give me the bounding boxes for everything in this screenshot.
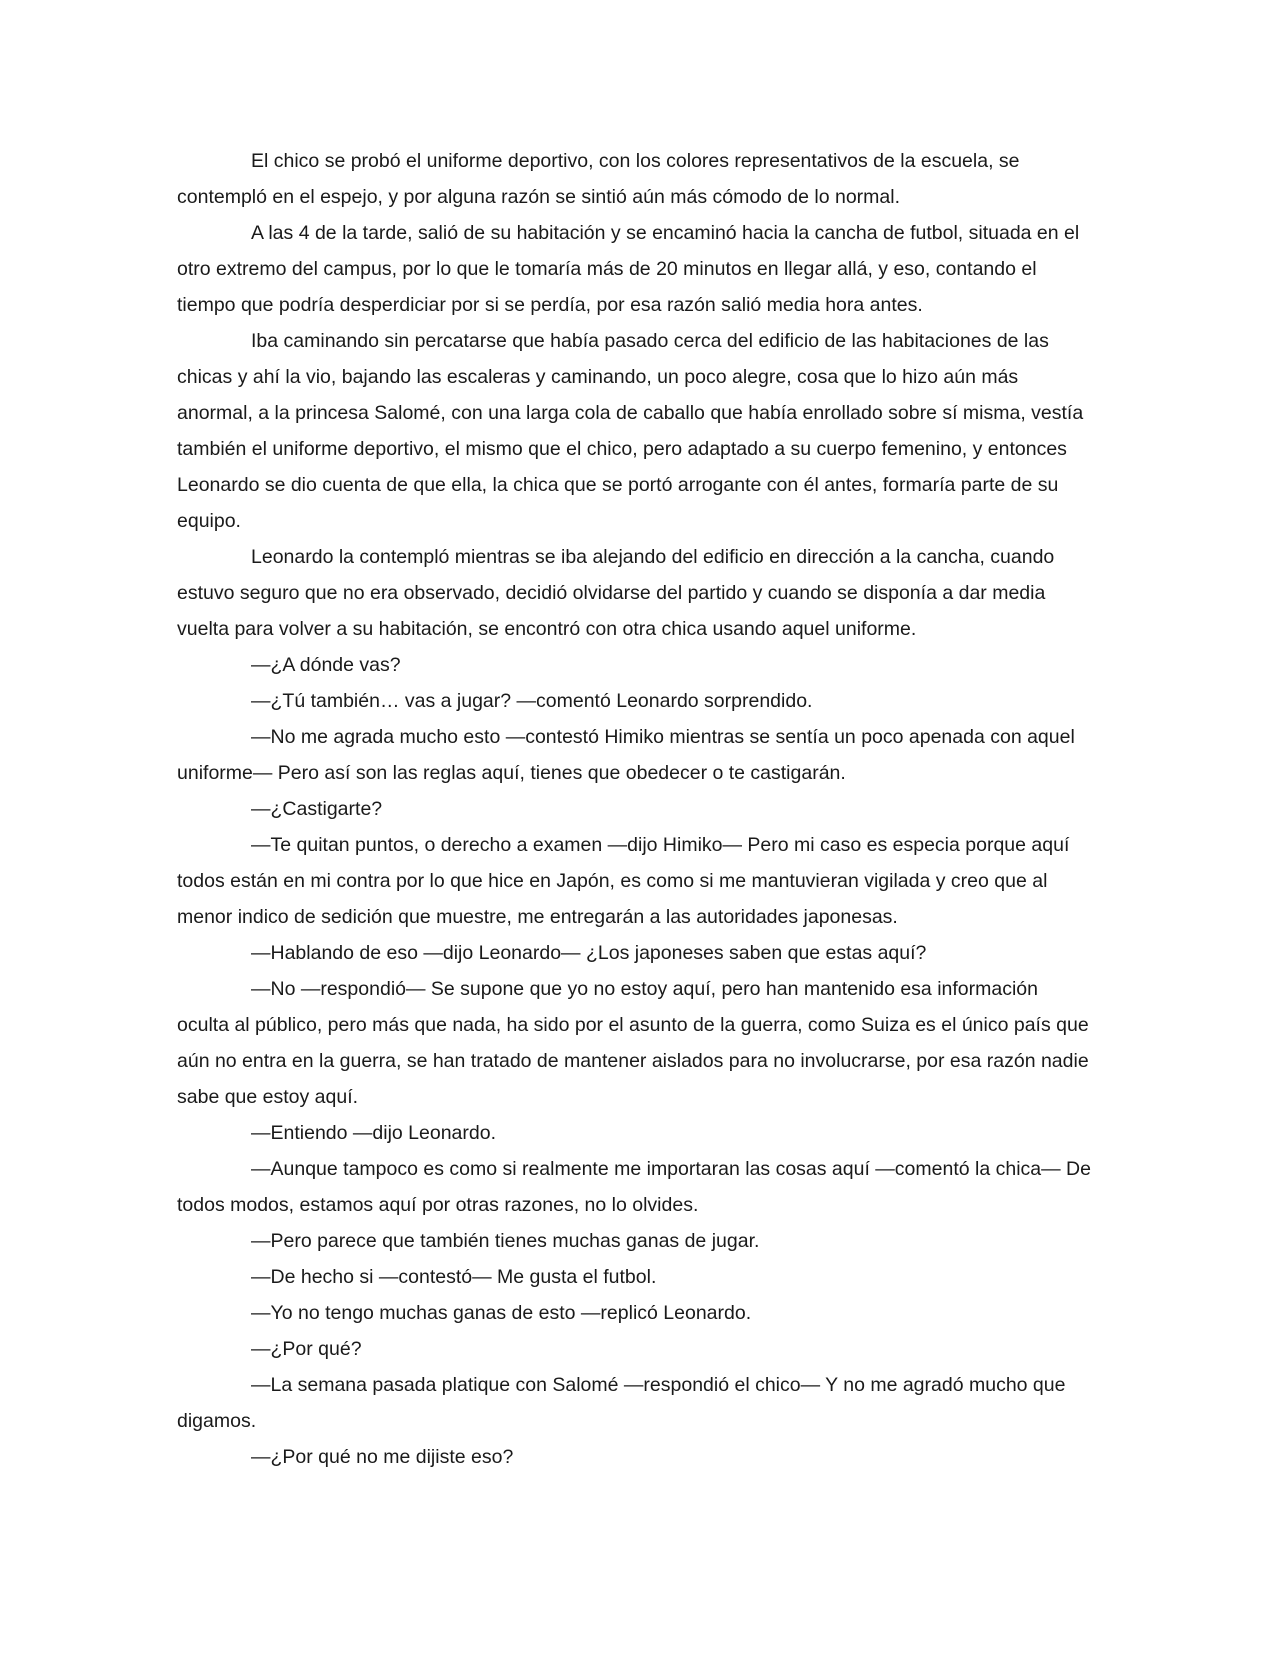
dialogue-line: —¿Castigarte?: [251, 798, 383, 820]
dialogue-line: —No me agrada mucho esto —contestó Himiko mientras se sentía un poco apenada con aquel uniforme— Pero así son las reglas aquí, tienes que obedecer o te castigarán.: [177, 726, 1075, 784]
paragraph: El chico se probó el uniforme deportivo, con los colores representativos de la escuela, se contempló en el espejo, y por alguna razón se sintió aún más cómodo de lo normal.: [177, 150, 1020, 208]
dialogue-line: —¿A dónde vas?: [251, 654, 401, 676]
dialogue-line: —¿Tú también… vas a jugar? —comentó Leonardo sorprendido.: [251, 690, 813, 712]
dialogue-line: —Pero parece que también tienes muchas ganas de jugar.: [251, 1230, 760, 1252]
paragraph: A las 4 de la tarde, salió de su habitación y se encaminó hacia la cancha de futbol, situada en el otro extremo del campus, por lo que le tomaría más de 20 minutos en llegar allá, y eso, contando el tiempo que podría desperdiciar por si se perdía, por esa razón salió media hora antes.: [177, 222, 1080, 316]
dialogue-line: —¿Por qué no me dijiste eso?: [251, 1446, 514, 1468]
dialogue-line: —Hablando de eso —dijo Leonardo— ¿Los japoneses saben que estas aquí?: [251, 942, 927, 964]
document-page: [177, 143, 1092, 1475]
paragraph: Iba caminando sin percatarse que había pasado cerca del edificio de las habitaciones de las chicas y ahí la vio, bajando las escaleras y caminando, un poco alegre, cosa que lo hizo aún más anormal, a la princesa Salomé, con una larga cola de caballo que había enrollado sobre sí misma, vestía también el uniforme deportivo, el mismo que el chico, pero adaptado a su cuerpo femenino, y entonces Leonardo se dio cuenta de que ella, la chica que se portó arrogante con él antes, formaría parte de su equipo.: [177, 330, 1084, 532]
paragraph: Leonardo la contempló mientras se iba alejando del edificio en dirección a la cancha, cuando estuvo seguro que no era observado, decidió olvidarse del partido y cuando se disponía a dar media vuelta para volver a su habitación, se encontró con otra chica usando aquel uniforme.: [177, 546, 1055, 640]
dialogue-line: —La semana pasada platique con Salomé —respondió el chico— Y no me agradó mucho que digamos.: [177, 1374, 1066, 1432]
dialogue-line: —Yo no tengo muchas ganas de esto —replicó Leonardo.: [251, 1302, 752, 1324]
dialogue-line: —Entiendo —dijo Leonardo.: [251, 1122, 496, 1144]
dialogue-line: —No —respondió— Se supone que yo no estoy aquí, pero han mantenido esa información oculta al público, pero más que nada, ha sido por el asunto de la guerra, como Suiza es el único país que aún no entra en la guerra, se han tratado de mantener aislados para no involucrarse, por esa razón nadie sabe que estoy aquí.: [177, 978, 1089, 1108]
dialogue-line: —¿Por qué?: [251, 1338, 362, 1360]
dialogue-line: —De hecho si —contestó— Me gusta el futbol.: [251, 1266, 657, 1288]
dialogue-line: —Te quitan puntos, o derecho a examen —dijo Himiko— Pero mi caso es especia porque aquí todos están en mi contra por lo que hice en Japón, es como si me mantuvieran vigilada y creo que al menor indico de sedición que muestre, me entregarán a las autoridades japonesas.: [177, 834, 1070, 928]
dialogue-line: —Aunque tampoco es como si realmente me importaran las cosas aquí —comentó la chica— De todos modos, estamos aquí por otras razones, no lo olvides.: [177, 1158, 1091, 1216]
